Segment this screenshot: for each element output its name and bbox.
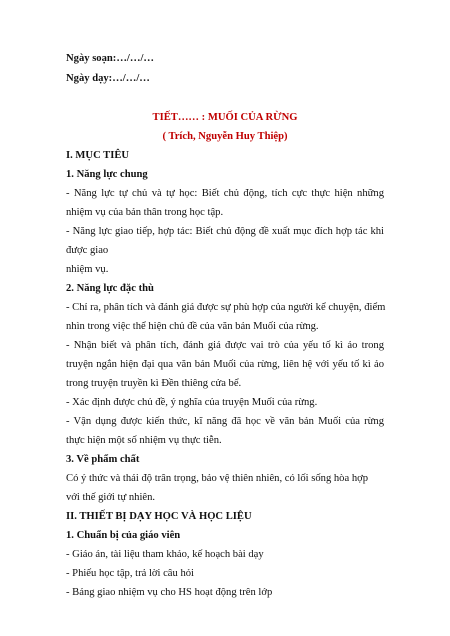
paragraph-line: - Vận dụng được kiến thức, kĩ năng đã học về văn bản Muối của rừng <box>66 416 384 427</box>
paragraph-line: được giao <box>66 245 109 256</box>
paragraph-line: Có ý thức và thái độ trân trọng, bảo vệ thiên nhiên, có lối sống hòa hợp <box>66 473 369 484</box>
paragraph-line: truyện ngắn hiện đại qua văn bản Muối của rừng, liên hệ với yếu tố kì ảo <box>66 359 384 370</box>
subsection-qualities: 3. Về phẩm chất <box>66 454 140 465</box>
section-heading-objectives: I. MỤC TIÊU <box>66 150 130 161</box>
paragraph-line: với thế giới tự nhiên. <box>66 492 156 503</box>
paragraph-line: - Giáo án, tài liệu tham khảo, kế hoạch bài dạy <box>66 549 264 560</box>
paragraph-line: nhiệm vụ. <box>66 264 109 275</box>
lesson-title: TIẾT…… : MUỐI CỦA RỪNG <box>152 112 298 123</box>
paragraph-line: - Nhận biết và phân tích, đánh giá được vai trò của yếu tố kì ảo trong <box>66 340 384 351</box>
paragraph-line: - Bảng giao nhiệm vụ cho HS hoạt động trên lớp <box>66 587 273 598</box>
teaching-date: Ngày dạy:…/…/… <box>66 73 150 84</box>
paragraph-line: - Năng lực giao tiếp, hợp tác: Biết chủ động đề xuất mục đích hợp tác khi <box>66 226 384 237</box>
paragraph-line: - Năng lực tự chủ và tự học: Biết chủ động, tích cực thực hiện những <box>66 188 384 199</box>
paragraph-line: thực hiện một số nhiệm vụ thực tiễn. <box>66 435 222 446</box>
paragraph-line: trong truyện truyền kì Đền thiêng cửa bể. <box>66 378 242 389</box>
subsection-teacher-prep: 1. Chuẩn bị của giáo viên <box>66 530 181 541</box>
subsection-general-competence: 1. Năng lực chung <box>66 169 148 180</box>
paragraph-line: - Phiếu học tập, trả lời câu hỏi <box>66 568 194 579</box>
section-heading-equipment: II. THIẾT BỊ DẠY HỌC VÀ HỌC LIỆU <box>66 511 252 522</box>
subsection-specific-competence: 2. Năng lực đặc thù <box>66 283 154 294</box>
paragraph-line: nhiệm vụ của bản thân trong học tập. <box>66 207 224 218</box>
paragraph-line: - Xác định được chủ đề, ý nghĩa của truyện Muối của rừng. <box>66 397 318 408</box>
paragraph-line: nhìn trong việc thể hiện chủ đề của văn bản Muối của rừng. <box>66 321 319 332</box>
lesson-subtitle: ( Trích, Nguyễn Huy Thiệp) <box>162 131 288 142</box>
preparation-date: Ngày soạn:…/…/… <box>66 53 154 64</box>
paragraph-line: - Chỉ ra, phân tích và đánh giá được sự phù hợp của người kể chuyện, điểm <box>66 302 386 313</box>
